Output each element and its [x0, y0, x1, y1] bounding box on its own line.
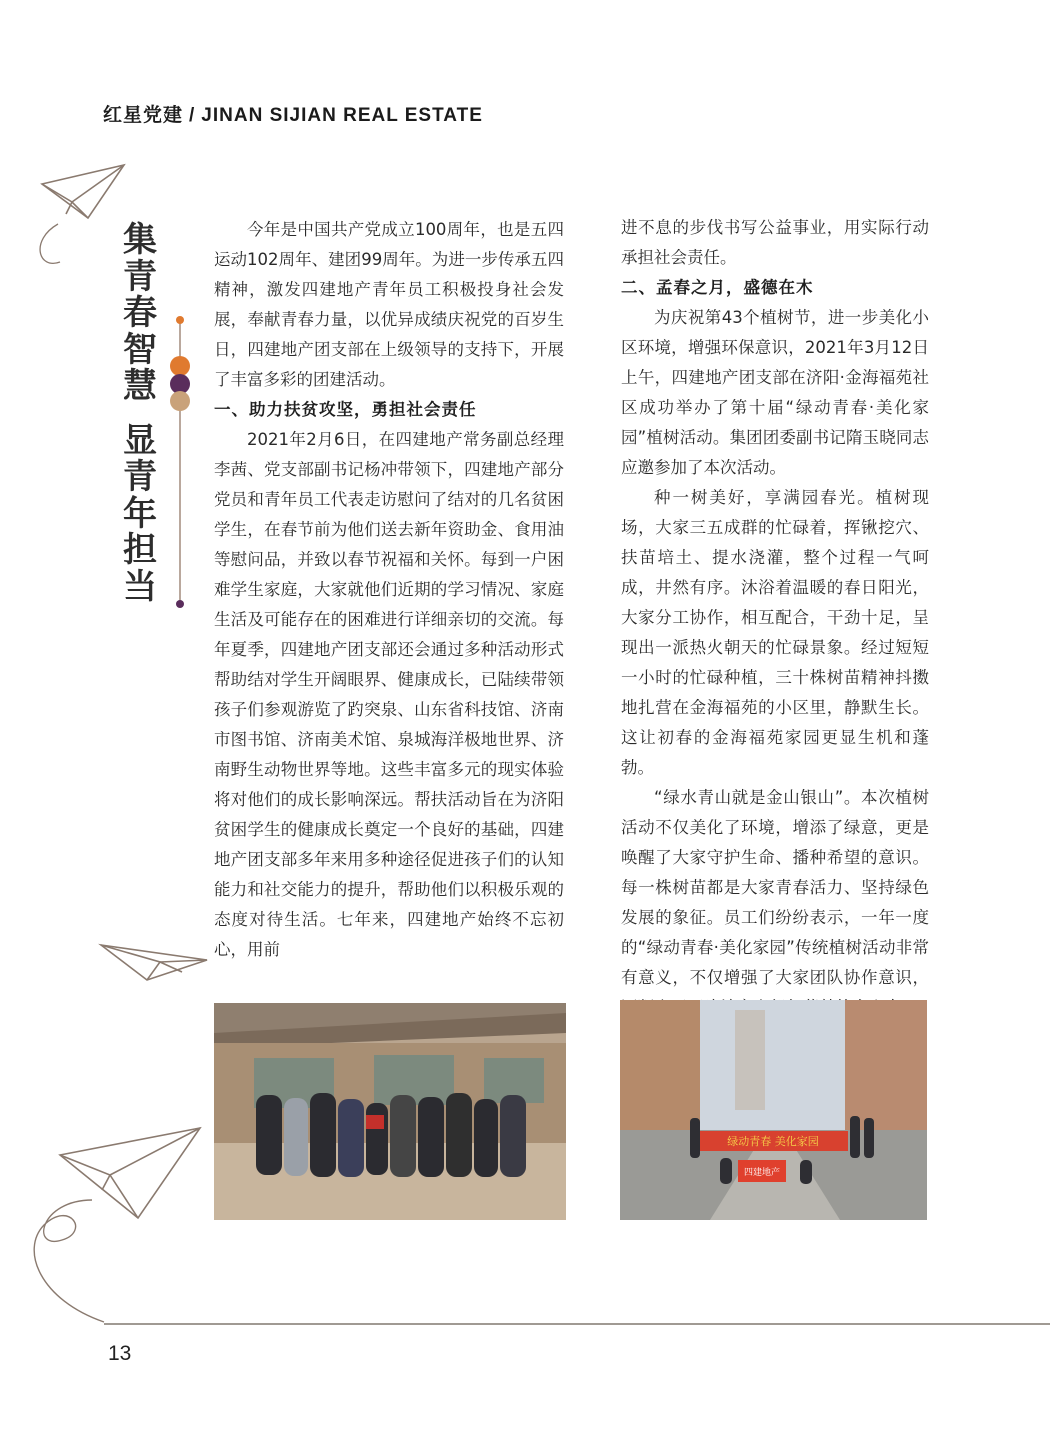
title-char: 青 [123, 457, 157, 497]
body-paragraph: 为庆祝第43个植树节，进一步美化小区环境，增强环保意识，2021年3月12日上午，四建地产团支部在济阳·金海福苑社区成功举办了第十届“绿动青春·美化家园”植树活动。集团团委副书记隋玉晓同志应邀参加了本次活动。 [621, 308, 929, 477]
title-char: 当 [123, 566, 157, 607]
swirl-line-bottom [34, 1200, 104, 1322]
title-char: 显 [123, 420, 157, 461]
page-header [103, 100, 483, 127]
title-char: 年 [123, 493, 157, 534]
vertical-title [120, 222, 160, 605]
body-paragraph: 2021年2月6日，在四建地产常务副总经理李茜、党支部副书记杨冲带领下，四建地产部分党员和青年员工代表走访慰问了结对的几名贫困学生，在春节前为他们送去新年资助金、食用油等慰问品，并致以春节祝福和关怀。每到一户困难学生家庭，大家就他们近期的学习情况、家庭生活及可能存在的困难进行详细亲切的交流。每年夏季，四建地产团支部还会通过多种活动形式帮助结对学生开阔眼界、健康成长，已陆续带领孩子们参观游览了趵突泉、山东省科技馆、济南市图书馆、济南美术馆、泉城海洋极地世界、济南野生动物世界等地。这些丰富多元的现实体验将对他们的成长影响深远。帮扶活动旨在为济阳贫困学生的健康成长奠定一个良好的基础，四建地产团支部多年来用多种途径促进孩子们的认知能力和社交能力的提升，帮助他们以积极乐观的态度对待生活。七年来，四建地产始终不忘初心，用前 [214, 430, 564, 959]
swirl-line-top [40, 224, 60, 263]
title-char: 担 [123, 530, 157, 570]
header-company: JINAN SIJIAN REAL ESTATE [201, 105, 483, 126]
title-char: 青 [123, 256, 157, 297]
footer-divider [104, 1323, 1050, 1325]
left-column [214, 215, 564, 965]
title-char: 慧 [123, 366, 157, 406]
accent-dot-orange [170, 356, 190, 376]
right-column [621, 213, 929, 1023]
section-heading-1: 一、助力扶贫攻坚，勇担社会责任 [214, 400, 477, 419]
intro-paragraph: 今年是中国共产党成立100周年，也是五四运动102周年、建团99周年。为进一步传承五四精神，激发四建地产青年员工积极投身社会发展，奉献青春力量，以优异成绩庆祝党的百岁生日，四建地产团支部在上级领导的支持下，开展了丰富多彩的团建活动。 [214, 220, 564, 389]
photo-illustration [214, 1003, 566, 1220]
header-separator: / [189, 105, 196, 126]
title-char: 春 [123, 293, 157, 333]
page-number: 13 [108, 1342, 132, 1365]
paper-plane-icon-middle [101, 945, 207, 980]
paper-plane-icon [42, 165, 124, 218]
accent-dot-tan [170, 391, 190, 411]
body-paragraph: “绿水青山就是金山银山”。本次植树活动不仅美化了环境，增添了绿意，更是唤醒了大家守护生命、播种希望的意识。每一株树苗都是大家青春活力、坚持绿色发展的象征。员工们纷纷表示，一年一度的“绿动青春·美化家园”传统植树活动非常有意义，不仅增强了大家团队协作意识， [621, 788, 929, 987]
title-char: 集 [123, 220, 157, 260]
continued-paragraph: 进不息的步伐书写公益事业，用实际行动承担社会责任。 [621, 218, 929, 267]
photo-illustration [620, 1000, 927, 1220]
sign-text: 四建地产 [743, 1168, 781, 1178]
group-photo-visit [214, 1003, 566, 1220]
section-heading-2: 二、孟春之月，盛德在木 [621, 278, 814, 297]
banner-text: 绿动青春 美化家园 [727, 1135, 819, 1148]
group-photo-tree-planting [620, 1000, 927, 1220]
header-section: 红星党建 [103, 105, 184, 126]
accent-dot-bottom [176, 600, 184, 608]
title-char: 智 [123, 329, 157, 370]
accent-dot-top [176, 316, 184, 324]
paper-plane-icon-bottom [60, 1128, 200, 1218]
body-paragraph: 种一树美好，享满园春光。植树现场，大家三五成群的忙碌着，挥锹挖穴、扶苗培土、提水浇灌，整个过程一气呵成，井然有序。沐浴着温暖的春日阳光，大家分工协作，相互配合，干劲十足，呈现出一派热火朝天的忙碌景象。经过短短一小时的忙碌种植，三十株树苗精神抖擞地扎营在金海福苑的小区里，静默生长。这让初春的金海福苑家园更显生机和蓬勃。 [621, 488, 929, 777]
